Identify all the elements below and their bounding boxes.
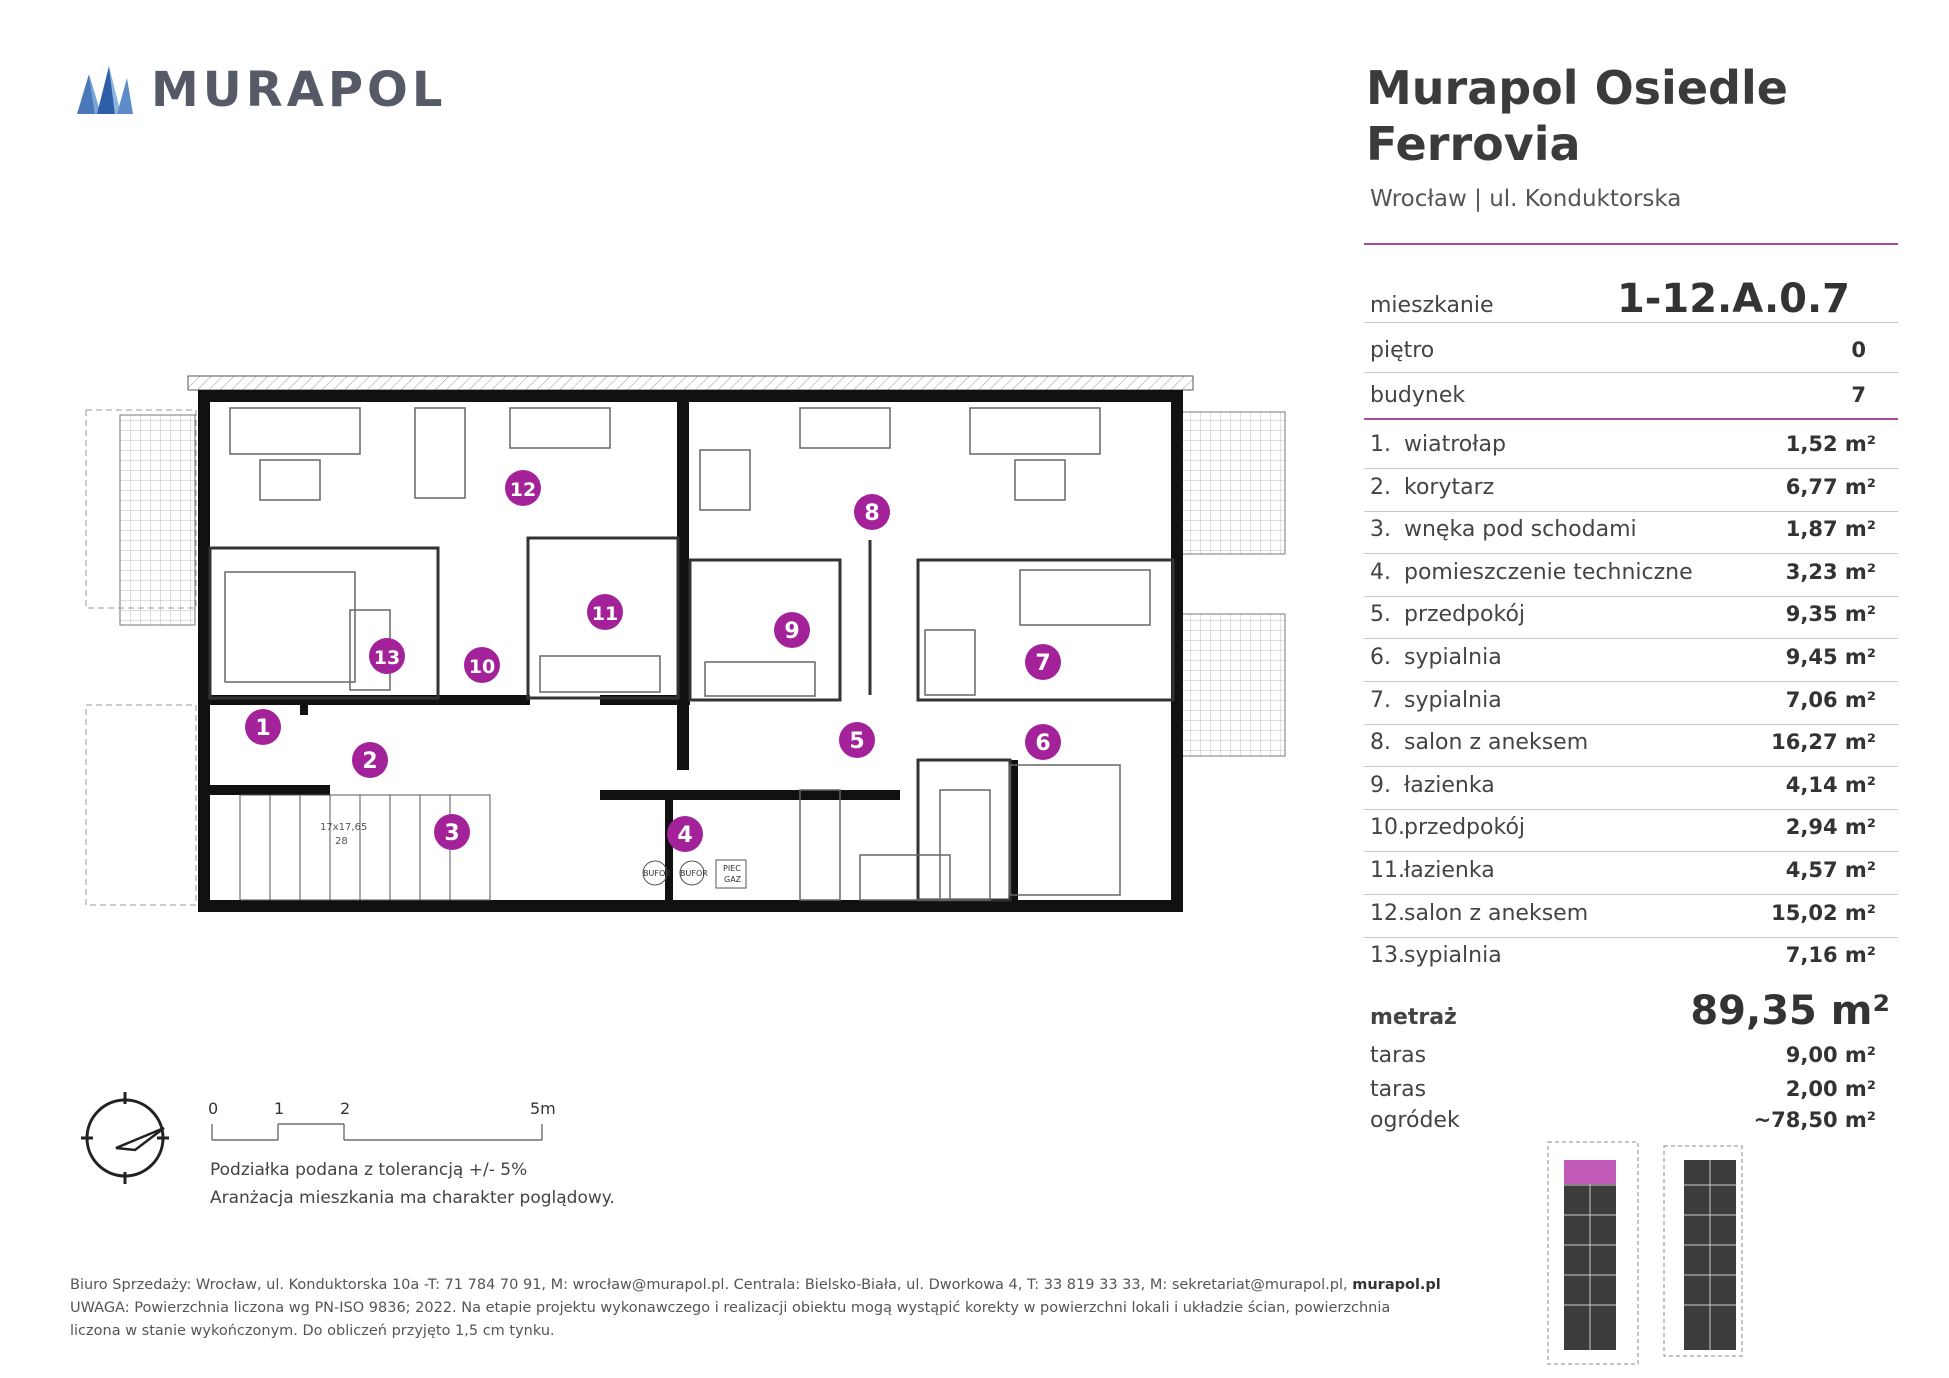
extra-area: 2,00 m² xyxy=(1785,1077,1876,1101)
divider xyxy=(1364,681,1898,682)
room-area: 1,87 m² xyxy=(1785,517,1876,542)
room-number: 4. xyxy=(1370,559,1391,585)
divider xyxy=(1364,322,1898,323)
gas-boiler-label: GAZ xyxy=(724,875,742,884)
murapol-logo-icon xyxy=(75,64,135,116)
room-area: 9,45 m² xyxy=(1785,645,1876,669)
room-marker-label: 2 xyxy=(362,749,378,774)
extra-name: taras xyxy=(1370,1077,1427,1102)
room-area: 1,52 m² xyxy=(1785,432,1876,456)
metraz-label: metraż xyxy=(1370,1005,1457,1030)
apartment-row xyxy=(1370,276,1890,322)
room-row xyxy=(1370,645,1890,670)
divider xyxy=(1364,894,1898,895)
room-number: 5. xyxy=(1370,602,1391,628)
terrace-left xyxy=(120,415,195,625)
project-title-line1: Murapol Osiedle xyxy=(1366,61,1788,115)
room-name xyxy=(1370,943,1502,968)
scale-tick: 1 xyxy=(274,1099,285,1118)
room-number: 11. xyxy=(1370,858,1405,883)
room-label: sypialnia xyxy=(1404,687,1502,713)
room-row xyxy=(1370,815,1890,840)
room-number: 2. xyxy=(1370,474,1391,500)
room-marker-label: 1 xyxy=(255,716,271,741)
scale-bar xyxy=(212,1124,542,1140)
roof-edge xyxy=(188,376,1193,390)
room-name xyxy=(1370,901,1588,926)
buffer-label: BUFOR xyxy=(643,869,671,878)
room-marker-label: 6 xyxy=(1035,731,1051,756)
room-marker-label: 13 xyxy=(373,647,401,669)
room-row xyxy=(1370,475,1890,500)
room-marker-label: 11 xyxy=(591,603,619,625)
room-marker-label: 10 xyxy=(468,656,496,678)
room-number: 9. xyxy=(1370,772,1391,798)
room-area: 15,02 m² xyxy=(1771,900,1876,925)
room-marker-label: 4 xyxy=(677,823,693,848)
room-marker-label: 3 xyxy=(444,821,460,846)
room-row xyxy=(1370,688,1890,713)
room-label: łazienka xyxy=(1404,858,1495,883)
room-area: 7,06 m² xyxy=(1785,687,1876,712)
room-label: przedpokój xyxy=(1404,602,1526,628)
footer-site-link[interactable]: murapol.pl xyxy=(1352,1277,1441,1293)
room-label: wnęka pod schodami xyxy=(1404,517,1637,543)
arrangement-note: Aranżacja mieszkania ma charakter poglądowy. xyxy=(210,1188,615,1208)
extra-name: taras xyxy=(1370,1043,1427,1068)
divider xyxy=(1364,468,1898,469)
floor-label: piętro xyxy=(1370,338,1435,363)
brand-name: MURAPOL xyxy=(151,62,447,118)
room-number: 7. xyxy=(1370,687,1391,713)
footer-line3: liczona w stanie wykończonym. Do obliczeń przyjęto 1,5 cm tynku. xyxy=(70,1323,555,1339)
project-title-line2: Ferrovia xyxy=(1366,117,1581,171)
garden-outline xyxy=(86,705,196,905)
room-row xyxy=(1370,858,1890,883)
room-number: 1. xyxy=(1370,432,1391,457)
divider xyxy=(1364,243,1898,245)
extra-name: ogródek xyxy=(1370,1108,1460,1133)
room-name xyxy=(1370,815,1525,840)
footer-line1: Biuro Sprzedaży: Wrocław, ul. Konduktorska 10a -T: 71 784 70 91, M: wrocław@murapol.pl. Centrala: Bielsko-Biała, ul. Dworkowa 4, T: 33 819 33 33, M: sekretariat@murapol.pl, xyxy=(70,1277,1353,1293)
room-number: 8. xyxy=(1370,730,1391,756)
divider xyxy=(1364,372,1898,373)
room-name xyxy=(1370,773,1495,798)
room-row xyxy=(1370,901,1890,926)
room-area: 4,14 m² xyxy=(1785,772,1876,797)
metraz-value: 89,35 m² xyxy=(1690,988,1890,1034)
divider xyxy=(1364,418,1898,420)
room-row xyxy=(1370,560,1890,585)
room-label: przedpokój xyxy=(1404,815,1526,841)
room-number: 13. xyxy=(1370,943,1405,969)
room-row xyxy=(1370,730,1890,755)
footer-line2: UWAGA: Powierzchnia liczona wg PN-ISO 9836; 2022. Na etapie projektu wykonawczego i realizacji obiektu mogą wystąpić korekty w powierzchni lokali i układzie ścian, powierzchnia xyxy=(70,1300,1391,1316)
scale-tick: 2 xyxy=(340,1099,351,1118)
room-area: 7,16 m² xyxy=(1785,943,1876,968)
room-marker-label: 9 xyxy=(784,619,800,644)
room-marker-label: 12 xyxy=(509,479,537,501)
terrace-right-bottom xyxy=(1175,614,1285,756)
scale-tick: 0 xyxy=(208,1099,219,1118)
divider xyxy=(1364,851,1898,852)
room-row xyxy=(1370,432,1890,457)
room-marker-label: 7 xyxy=(1035,651,1051,676)
room-name xyxy=(1370,645,1502,670)
divider xyxy=(1364,553,1898,554)
extra-row xyxy=(1370,1043,1890,1068)
murapol-logo xyxy=(75,62,446,118)
room-name xyxy=(1370,560,1693,585)
room-area: 6,77 m² xyxy=(1785,474,1876,499)
metraz-row xyxy=(1370,988,1890,1034)
floor-value: 0 xyxy=(1851,338,1866,362)
footer xyxy=(70,1274,1490,1343)
room-area: 3,23 m² xyxy=(1785,559,1876,584)
apartment-label: mieszkanie xyxy=(1370,293,1494,318)
room-label: łazienka xyxy=(1404,772,1495,798)
room-row xyxy=(1370,773,1890,798)
room-area: 16,27 m² xyxy=(1771,730,1876,755)
room-row xyxy=(1370,602,1890,627)
room-label: pomieszczenie techniczne xyxy=(1404,559,1693,585)
project-title xyxy=(1366,60,1886,172)
apartment-number: 1-12.A.0.7 xyxy=(1616,276,1850,322)
room-name xyxy=(1370,602,1525,627)
buffer-label: BUFOR xyxy=(680,869,708,878)
room-label: wiatrołap xyxy=(1404,432,1506,457)
room-row xyxy=(1370,943,1890,968)
room-marker-label: 8 xyxy=(864,501,880,526)
room-area: 9,35 m² xyxy=(1785,602,1876,627)
current-apartment-highlight xyxy=(1564,1160,1616,1184)
room-area: 4,57 m² xyxy=(1785,858,1876,882)
divider xyxy=(1364,766,1898,767)
extra-area: 9,00 m² xyxy=(1785,1043,1876,1067)
room-number: 3. xyxy=(1370,517,1391,543)
floor-plan xyxy=(80,360,1310,920)
divider xyxy=(1364,638,1898,639)
room-name xyxy=(1370,730,1588,755)
room-label: sypialnia xyxy=(1404,645,1502,670)
divider xyxy=(1364,724,1898,725)
scale-note: Podziałka podana z tolerancją +/- 5% xyxy=(210,1160,528,1180)
extra-row xyxy=(1370,1108,1890,1133)
room-name xyxy=(1370,858,1495,883)
footer-contact xyxy=(70,1274,1490,1297)
room-area: 2,94 m² xyxy=(1785,815,1876,840)
site-minimap xyxy=(1544,1140,1744,1370)
room-label: salon z aneksem xyxy=(1404,900,1589,926)
room-marker-label: 5 xyxy=(849,729,865,754)
room-name xyxy=(1370,475,1494,500)
divider xyxy=(1364,809,1898,810)
stairs-label: 17x17,65 xyxy=(320,822,368,833)
room-number: 12. xyxy=(1370,900,1405,926)
building-value: 7 xyxy=(1851,383,1866,407)
extra-area: ~78,50 m² xyxy=(1753,1108,1876,1132)
building-label: budynek xyxy=(1370,383,1466,408)
compass-icon xyxy=(81,1092,169,1184)
room-name xyxy=(1370,517,1637,542)
floor-row xyxy=(1370,338,1890,363)
divider xyxy=(1364,596,1898,597)
room-row xyxy=(1370,517,1890,542)
room-label: korytarz xyxy=(1404,474,1495,500)
divider xyxy=(1364,511,1898,512)
room-name xyxy=(1370,432,1506,457)
room-label: salon z aneksem xyxy=(1404,730,1589,756)
extra-row xyxy=(1370,1077,1890,1102)
scale-tick: 5m xyxy=(530,1099,556,1118)
divider xyxy=(1364,937,1898,938)
stairs-label: 28 xyxy=(335,836,348,847)
room-name xyxy=(1370,688,1502,713)
room-number: 6. xyxy=(1370,645,1391,670)
building-row xyxy=(1370,383,1890,408)
terrace-right-top xyxy=(1175,412,1285,554)
project-address: Wrocław | ul. Konduktorska xyxy=(1370,186,1682,212)
room-label: sypialnia xyxy=(1404,943,1502,969)
room-number: 10. xyxy=(1370,815,1405,841)
gas-boiler-label: PIEC xyxy=(723,864,741,873)
